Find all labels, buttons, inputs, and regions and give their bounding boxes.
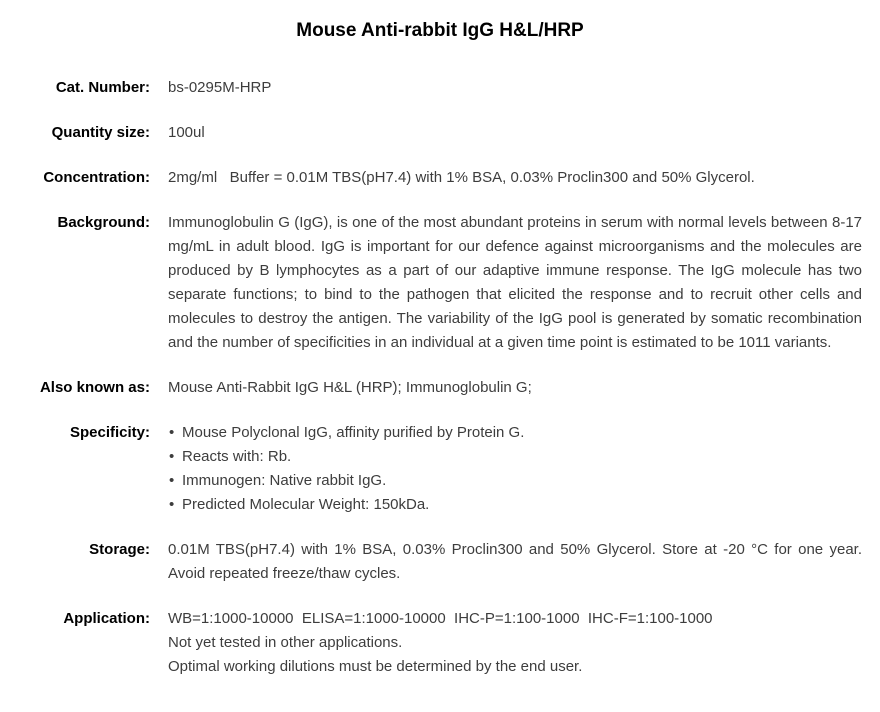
also-known-as-label: Also known as: <box>39 379 150 396</box>
application-note: Not yet tested in other applications. <box>168 634 403 651</box>
specificity-bullet-list <box>168 421 862 517</box>
storage-label: Storage: <box>89 541 150 558</box>
application-value <box>168 607 880 679</box>
specificity-label: Specificity: <box>69 424 150 441</box>
bullet-item: • Reacts with: Rb. <box>168 445 862 469</box>
field-row-quantity-size <box>0 121 880 145</box>
also-known-as-value: Mouse Anti-Rabbit IgG H&L (HRP); Immunoglobulin G; <box>168 379 532 396</box>
field-row-concentration <box>0 166 880 190</box>
field-row-cat-number <box>0 76 880 100</box>
field-row-application <box>0 607 880 679</box>
application-dilutions: WB=1:1000-10000 ELISA=1:1000-10000 IHC-P=1:100-1000 IHC-F=1:100-1000 <box>168 610 713 627</box>
field-row-specificity <box>0 421 880 517</box>
page-title: Mouse Anti-rabbit IgG H&L/HRP <box>296 20 584 41</box>
bullet-item: • Predicted Molecular Weight: 150kDa. <box>168 493 862 517</box>
background-label: Background: <box>57 214 150 231</box>
concentration-label: Concentration: <box>43 169 150 186</box>
field-row-storage <box>0 538 880 586</box>
field-row-also-known-as <box>0 376 880 400</box>
background-value: Immunoglobulin G (IgG), is one of the most abundant proteins in serum with normal levels between 8-17 mg/mL in adult blood. IgG is important for our defence against microorganisms and the molecules are produced by B lymphocytes as a part of our adaptive immune response. The IgG molecule has two separate functions; to bind to the pathogen that elicited the response and to recruit other cells and molecules to destroy the antigen. The variability of the IgG pool is generated by somatic recombination and the number of specificities in an individual at a given time point is estimated to be 1011 variants. <box>168 214 862 351</box>
quantity-size-label: Quantity size: <box>51 124 150 141</box>
quantity-size-value: 100ul <box>168 124 205 141</box>
application-label: Application: <box>63 610 150 627</box>
bullet-item: • Mouse Polyclonal IgG, affinity purified by Protein G. <box>168 421 862 445</box>
concentration-value: 2mg/ml Buffer = 0.01M TBS(pH7.4) with 1% BSA, 0.03% Proclin300 and 50% Glycerol. <box>168 169 755 186</box>
application-note: Optimal working dilutions must be determined by the end user. <box>168 658 583 675</box>
storage-value: 0.01M TBS(pH7.4) with 1% BSA, 0.03% Proclin300 and 50% Glycerol. Store at -20 °C for one year. Avoid repeated freeze/thaw cycles. <box>168 541 862 582</box>
bullet-item: • Immunogen: Native rabbit IgG. <box>168 469 862 493</box>
specificity-value <box>168 421 880 517</box>
cat-number-label: Cat. Number: <box>55 79 150 96</box>
field-row-background <box>0 211 880 355</box>
cat-number-value: bs-0295M-HRP <box>168 79 272 96</box>
